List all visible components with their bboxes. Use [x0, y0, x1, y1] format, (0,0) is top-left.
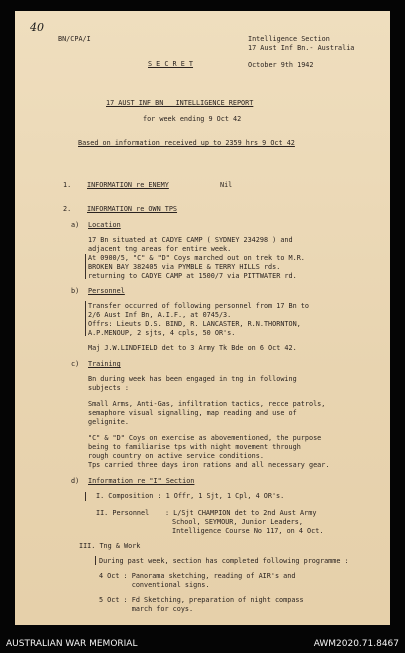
- composition-line: I. Composition : 1 Offr, 1 Sjt, 1 Cpl, 4 OR's.: [96, 492, 285, 500]
- training-line: subjects :: [88, 384, 129, 392]
- location-line: 17 Bn situated at CADYE CAMP ( SYDNEY 234298 ) and: [88, 236, 293, 244]
- handwritten-mark: 40: [30, 21, 44, 34]
- personnel-ii-line: : L/Sjt CHAMPION det to 2nd Aust Army: [165, 509, 317, 517]
- tng-work-line: During past week, section has completed following programme :: [99, 557, 349, 565]
- report-subtitle: for week ending 9 Oct 42: [143, 115, 242, 123]
- reference-number: BN/CPA/I: [58, 35, 91, 43]
- personnel-line: 2/6 Aust Inf Bn, A.I.F., at 0745/3.: [88, 311, 232, 319]
- sub-d-label: d): [71, 477, 80, 485]
- training-line: rough country on active service conditions.: [88, 452, 264, 460]
- section-1-value: Nil: [220, 181, 233, 189]
- report-date: October 9th 1942: [248, 61, 314, 69]
- personnel-line: Maj J.W.LINDFIELD det to 3 Army Tk Bde on 6 Oct 42.: [88, 344, 297, 352]
- tng-work-line: 5 Oct : Fd Sketching, preparation of night compass: [99, 596, 304, 604]
- org-line-1: Intelligence Section: [248, 35, 330, 43]
- training-line: being to familiarise tps with night movement through: [88, 443, 301, 451]
- classification: S E C R E T: [148, 60, 194, 68]
- tng-work-line: 4 Oct : Panorama sketching, reading of AIR's and: [99, 572, 296, 580]
- footer-bar: [0, 631, 405, 653]
- sub-b-heading: Personnel: [88, 287, 125, 295]
- training-line: semaphore visual signalling, map reading and use of: [88, 409, 297, 417]
- training-line: "C" & "D" Coys on exercise as abovementioned, the purpose: [88, 434, 322, 442]
- section-2-heading: INFORMATION re OWN TPS: [87, 205, 178, 213]
- personnel-line: Offrs: Lieuts D.S. BIND, R. LANCASTER, R.N.THORNTON,: [88, 320, 301, 328]
- sub-a-heading: Location: [88, 221, 121, 229]
- margin-bracket: [85, 254, 86, 279]
- report-title: 17 AUST INF BN INTELLIGENCE REPORT: [106, 99, 254, 107]
- tng-work-line: march for coys.: [99, 605, 194, 613]
- personnel-line: A.P.MENOUP, 2 sjts, 4 cpls, 50 OR's.: [88, 329, 236, 337]
- based-on-line: Based on information received up to 2359 hrs 9 Oct 42: [78, 139, 295, 147]
- sub-a-label: a): [71, 221, 80, 229]
- training-line: Bn during week has been engaged in tng in following: [88, 375, 297, 383]
- personnel-line: Transfer occurred of following personnel from 17 Bn to: [88, 302, 309, 310]
- margin-bracket: [95, 556, 96, 565]
- location-line: adjacent tng areas for entire week.: [88, 245, 232, 253]
- tng-work-heading: III. Tng & Work: [79, 542, 141, 550]
- footer-institution: AUSTRALIAN WAR MEMORIAL: [6, 639, 138, 649]
- sub-c-heading: Training: [88, 360, 121, 368]
- personnel-ii-line: Intelligence Course No 117, on 4 Oct.: [172, 527, 324, 535]
- section-2-number: 2.: [63, 205, 72, 213]
- section-1-number: 1.: [63, 181, 72, 189]
- personnel-ii-label: II. Personnel: [96, 509, 150, 517]
- location-line: BROKEN BAY 382405 via PYMBLE & TERRY HILLS rds.: [88, 263, 281, 271]
- location-line: At 0900/5, "C" & "D" Coys marched out on trek to M.R.: [88, 254, 305, 262]
- training-line: Small Arms, Anti-Gas, infiltration tactics, recce patrols,: [88, 400, 326, 408]
- document-page: [15, 11, 390, 625]
- section-1-heading: INFORMATION re ENEMY: [87, 181, 169, 189]
- tng-work-line: conventional signs.: [99, 581, 210, 589]
- training-line: Tps carried three days iron rations and all necessary gear.: [88, 461, 330, 469]
- footer-accession-number: AWM2020.71.8467: [313, 639, 399, 649]
- personnel-ii-line: School, SEYMOUR, Junior Leaders,: [172, 518, 303, 526]
- training-line: gelignite.: [88, 418, 129, 426]
- sub-d-heading: Information re "I" Section: [88, 477, 195, 485]
- sub-b-label: b): [71, 287, 80, 295]
- margin-bracket: [85, 301, 86, 336]
- location-line: returning to CADYE CAMP at 1500/7 via PITTWATER rd.: [88, 272, 297, 280]
- sub-c-label: c): [71, 360, 80, 368]
- org-line-2: 17 Aust Inf Bn.- Australia: [248, 44, 355, 52]
- margin-bracket: [85, 492, 86, 501]
